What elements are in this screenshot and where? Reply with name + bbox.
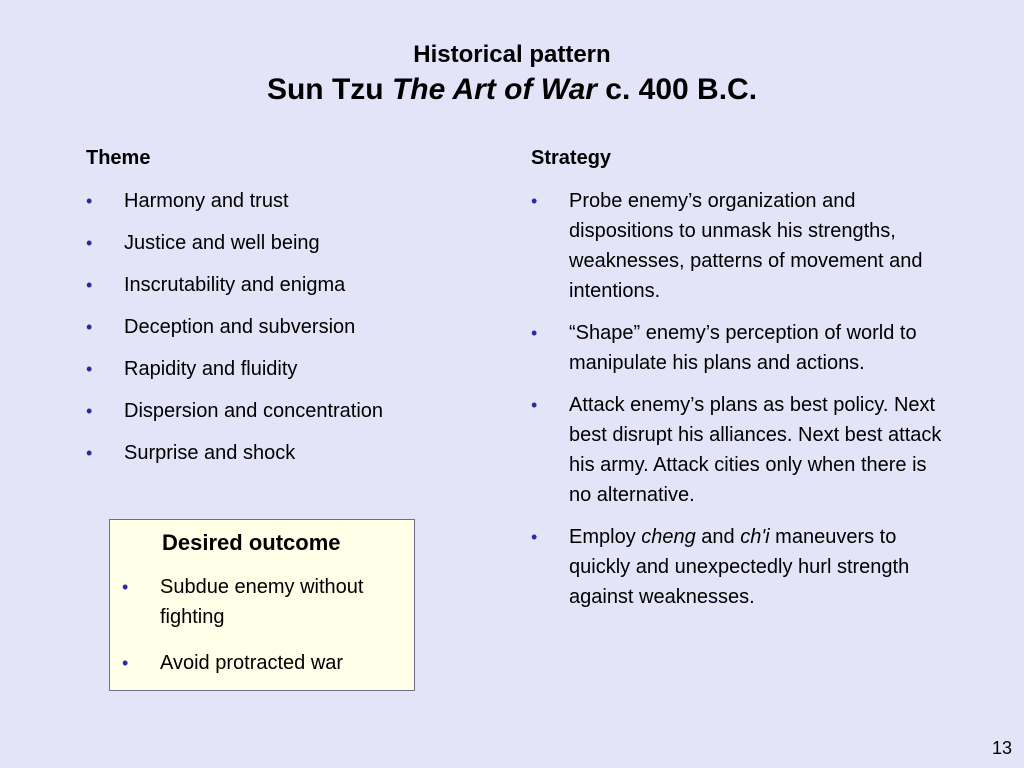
bullet-icon: • <box>86 275 93 295</box>
bullet-icon: • <box>86 317 93 337</box>
list-item-text <box>569 526 909 608</box>
outcome-list <box>122 572 412 694</box>
list-item <box>86 228 486 258</box>
bullet-icon: • <box>531 191 538 211</box>
list-item <box>86 312 486 342</box>
list-item-text: “Shape” enemy’s perception of world to manipulate his plans and actions. <box>569 322 917 374</box>
list-item <box>122 648 412 678</box>
list-item <box>86 186 486 216</box>
theme-column <box>86 146 486 480</box>
title-suffix: c. 400 B.C. <box>596 73 758 106</box>
list-item-text: Harmony and trust <box>124 190 289 212</box>
title-line-1: Historical pattern <box>413 41 611 68</box>
bullet-icon: • <box>531 323 538 343</box>
and-text: and <box>695 526 741 548</box>
theme-heading: Theme <box>86 147 151 169</box>
title-prefix: Sun Tzu <box>266 73 392 106</box>
page-number: 13 <box>991 738 1012 758</box>
list-item-text: Attack enemy’s plans as best policy. Next best disrupt his alliances. Next best attack his army. Attack cities only when there is no alternative. <box>569 394 942 506</box>
list-item <box>86 354 486 384</box>
theme-list <box>86 186 486 468</box>
list-item-text: Avoid protracted war <box>160 652 344 674</box>
list-item <box>86 396 486 426</box>
list-item-text: Deception and subversion <box>124 316 356 338</box>
strategy-heading: Strategy <box>531 147 612 169</box>
strategy-column <box>531 146 951 624</box>
bullet-icon: • <box>86 233 93 253</box>
title-book-name: The Art of War <box>391 73 597 106</box>
bullet-icon: • <box>86 359 93 379</box>
list-item-text: Justice and well being <box>124 232 320 254</box>
bullet-icon: • <box>86 191 93 211</box>
slide-title <box>0 40 1024 108</box>
title-line-2 <box>0 72 1024 108</box>
list-item-text: Probe enemy’s organization and dispositions to unmask his strengths, weaknesses, patterns of movement and intentions. <box>569 190 923 302</box>
cheng-term: cheng <box>641 526 696 548</box>
list-item-text: Dispersion and concentration <box>124 400 384 422</box>
list-item-text: Subdue enemy without fighting <box>160 576 364 628</box>
list-item-text: Inscrutability and enigma <box>124 274 346 296</box>
bullet-icon: • <box>122 577 129 597</box>
bullet-icon: • <box>86 443 93 463</box>
list-item-text: Surprise and shock <box>124 442 296 464</box>
outcome-heading: Desired outcome <box>162 530 341 555</box>
list-item-text: Rapidity and fluidity <box>124 358 298 380</box>
bullet-icon: • <box>531 395 538 415</box>
list-item <box>531 390 951 510</box>
employ-text: Employ <box>569 526 642 548</box>
bullet-icon: • <box>122 653 129 673</box>
list-item <box>531 522 951 612</box>
bullet-icon: • <box>86 401 93 421</box>
bullet-icon: • <box>531 527 538 547</box>
desired-outcome-box <box>109 519 415 691</box>
list-item <box>531 186 951 306</box>
list-item <box>531 318 951 378</box>
maneuvers-text: maneuvers to quickly and unexpectedly hurl strength against weaknesses. <box>569 526 910 608</box>
list-item <box>122 572 412 632</box>
chi-term: ch'i <box>740 526 770 548</box>
strategy-list <box>531 186 951 612</box>
list-item <box>86 438 486 468</box>
list-item <box>86 270 486 300</box>
